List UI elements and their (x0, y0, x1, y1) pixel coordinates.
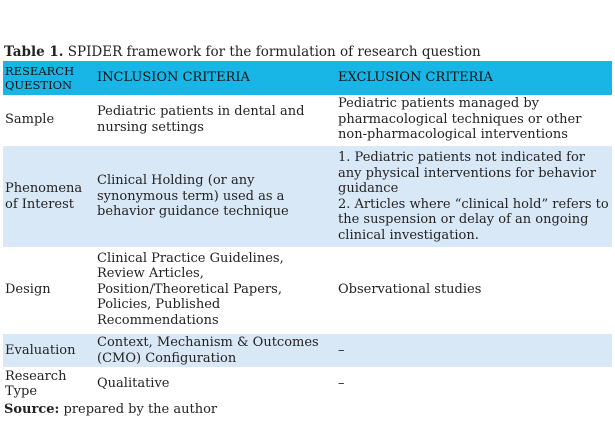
inclusion-cell: Clinical Practice Guidelines, Review Articles, Position/Theoretical Papers, Policies, Published Recommendations (97, 250, 284, 328)
table-row-research-type (3, 367, 612, 401)
inclusion-cell: Clinical Holding (or any synonymous term) used as a behavior guidance technique (95, 145, 336, 247)
exclusion-cell: Pediatric patients managed by pharmacological techniques or other non-pharmacological interventions (338, 96, 582, 143)
row-label: Research Type (5, 368, 67, 399)
source-text: prepared by the author (63, 402, 218, 417)
header-exclusion-criteria: EXCLUSION CRITERIA (336, 61, 612, 95)
exclusion-item: 1. Pediatric patients not indicated for any physical interventions for behavior guidance (338, 150, 596, 196)
row-label: Design (5, 281, 51, 297)
caption-text: SPIDER framework for the formulation of research question (67, 44, 481, 60)
table-row-phenomena (3, 145, 612, 247)
table-caption (4, 44, 481, 60)
row-label: Sample (5, 111, 55, 127)
exclusion-cell: – (338, 376, 345, 392)
inclusion-cell: Qualitative (97, 376, 170, 392)
source-label: Source: (4, 402, 60, 417)
exclusion-cell: Observational studies (338, 281, 482, 297)
exclusion-cell: – (336, 333, 612, 367)
table-header-row (3, 61, 612, 95)
inclusion-cell: Pediatric patients in dental and nursing settings (97, 104, 305, 135)
table-source-note (4, 402, 217, 417)
row-label: Phenomena of Interest (3, 145, 95, 247)
table-row-evaluation (3, 333, 612, 367)
spider-table (3, 61, 612, 401)
caption-label: Table 1. (4, 44, 64, 60)
header-inclusion-criteria: INCLUSION CRITERIA (95, 61, 336, 95)
exclusion-item: 2. Articles where “clinical hold” refers to the suspension or delay of an ongoing clinical investigation. (338, 196, 609, 243)
header-research-question: RESEARCH QUESTION (3, 61, 95, 95)
table-row-sample (3, 95, 612, 145)
inclusion-cell: Context, Mechanism & Outcomes (CMO) Configuration (95, 333, 336, 367)
row-label: Evaluation (3, 333, 95, 367)
table-row-design (3, 247, 612, 333)
exclusion-cell (336, 145, 612, 247)
